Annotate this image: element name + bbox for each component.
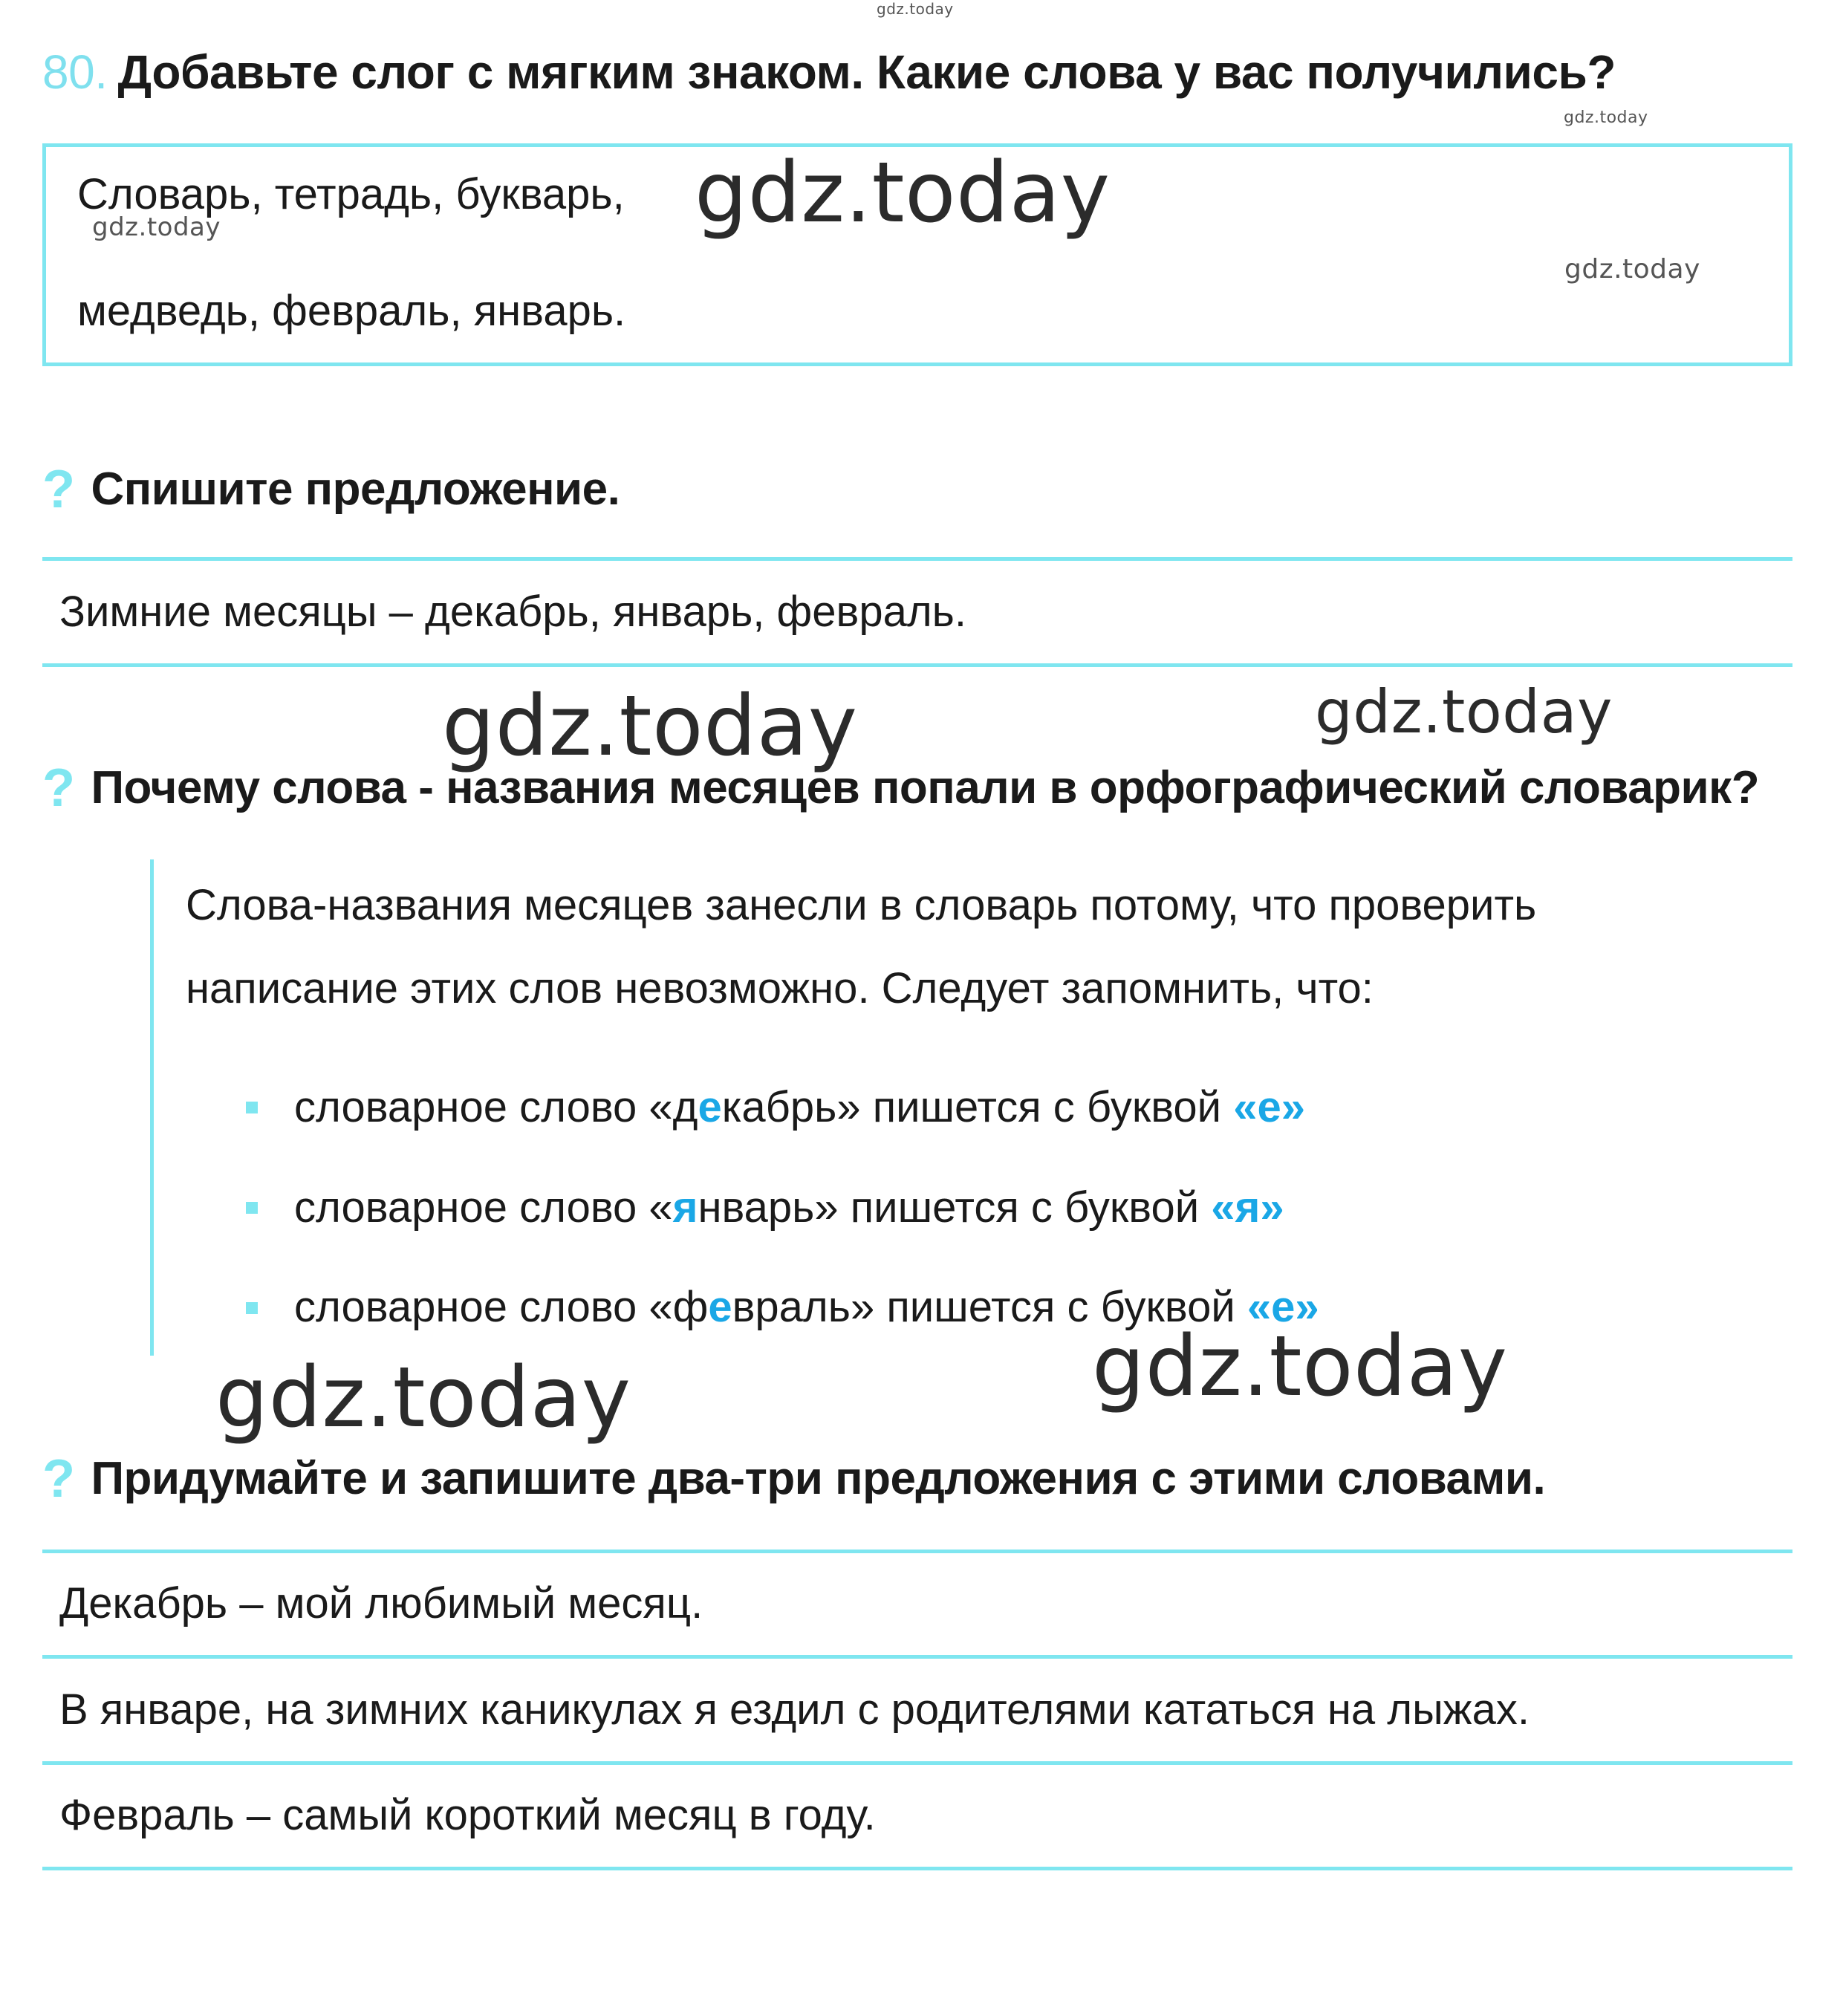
watermark-big-1: gdz.today <box>695 145 1111 241</box>
question-3-answer-1: Декабрь – мой любимый месяц. <box>59 1579 703 1628</box>
divider <box>42 663 1792 667</box>
question-3-text: Придумайте и запишите два-три предложения с этими словами. <box>91 1453 1546 1504</box>
answer-box-line-1: Словарь, тетрадь, букварь, <box>77 170 625 218</box>
list-item-letter: «я» <box>1211 1183 1284 1232</box>
list-item-highlight: е <box>708 1283 732 1331</box>
list-item-highlight: я <box>672 1183 698 1232</box>
divider <box>42 1655 1792 1659</box>
divider <box>42 1550 1792 1553</box>
answer-box-line-2: медведь, февраль, январь. <box>77 287 626 335</box>
list-item-pre: словарное слово «ф <box>294 1283 709 1331</box>
question-3-answer-2: В январе, на зимних каникулах я ездил с родителями кататься на лыжах. <box>59 1685 1530 1734</box>
list-item <box>294 1183 1284 1232</box>
watermark-small-under-1: gdz.today <box>92 212 221 242</box>
task-number: 80. <box>42 45 108 99</box>
list-item-mid: кабрь» пишется с буквой <box>721 1083 1234 1131</box>
question-1 <box>42 459 620 520</box>
watermark-big-2: gdz.today <box>442 678 858 775</box>
question-mark-icon: ? <box>42 460 75 519</box>
list-item-mid: враль» пишется с буквой <box>732 1283 1247 1331</box>
question-1-text: Спишите предложение. <box>91 464 620 515</box>
divider <box>42 557 1792 561</box>
quote-bar <box>150 859 154 1356</box>
watermark-big-5: gdz.today <box>1092 1318 1508 1415</box>
watermark-big-4: gdz.today <box>215 1350 631 1446</box>
watermark-top: gdz.today <box>877 0 954 18</box>
watermark-big-3: gdz.today <box>1315 677 1613 747</box>
question-2-answer-line-2: написание этих слов невозможно. Следует запомнить, что: <box>186 964 1374 1012</box>
divider <box>42 1867 1792 1870</box>
list-item-letter: «е» <box>1246 1283 1319 1331</box>
list-item-pre: словарное слово « <box>294 1183 673 1232</box>
question-1-answer: Зимние месяцы – декабрь, январь, февраль. <box>59 588 967 636</box>
task-title <box>42 45 1616 100</box>
watermark-small-right-2: gdz.today <box>1564 254 1700 284</box>
question-3 <box>42 1448 1545 1509</box>
question-2 <box>42 758 1759 819</box>
bullet-icon <box>246 1202 258 1214</box>
divider <box>42 1761 1792 1765</box>
question-3-answer-3: Февраль – самый короткий месяц в году. <box>59 1791 876 1839</box>
list-item-mid: нварь» пишется с буквой <box>698 1183 1212 1232</box>
list-item-highlight: е <box>698 1083 722 1131</box>
bullet-icon <box>246 1102 258 1113</box>
list-item <box>294 1082 1305 1132</box>
watermark-small-right-1: gdz.today <box>1564 108 1648 127</box>
task-title-text: Добавьте слог с мягким знаком. Какие слова у вас получились? <box>117 45 1616 99</box>
list-item-letter: «е» <box>1233 1083 1305 1131</box>
list-item-pre: словарное слово «д <box>294 1083 698 1131</box>
question-2-text: Почему слова - названия месяцев попали в орфографический словарик? <box>91 762 1760 813</box>
question-mark-icon: ? <box>42 758 75 818</box>
question-mark-icon: ? <box>42 1449 75 1509</box>
bullet-icon <box>246 1302 258 1314</box>
question-2-answer-line-1: Слова-названия месяцев занесли в словарь потому, что проверить <box>186 881 1537 929</box>
